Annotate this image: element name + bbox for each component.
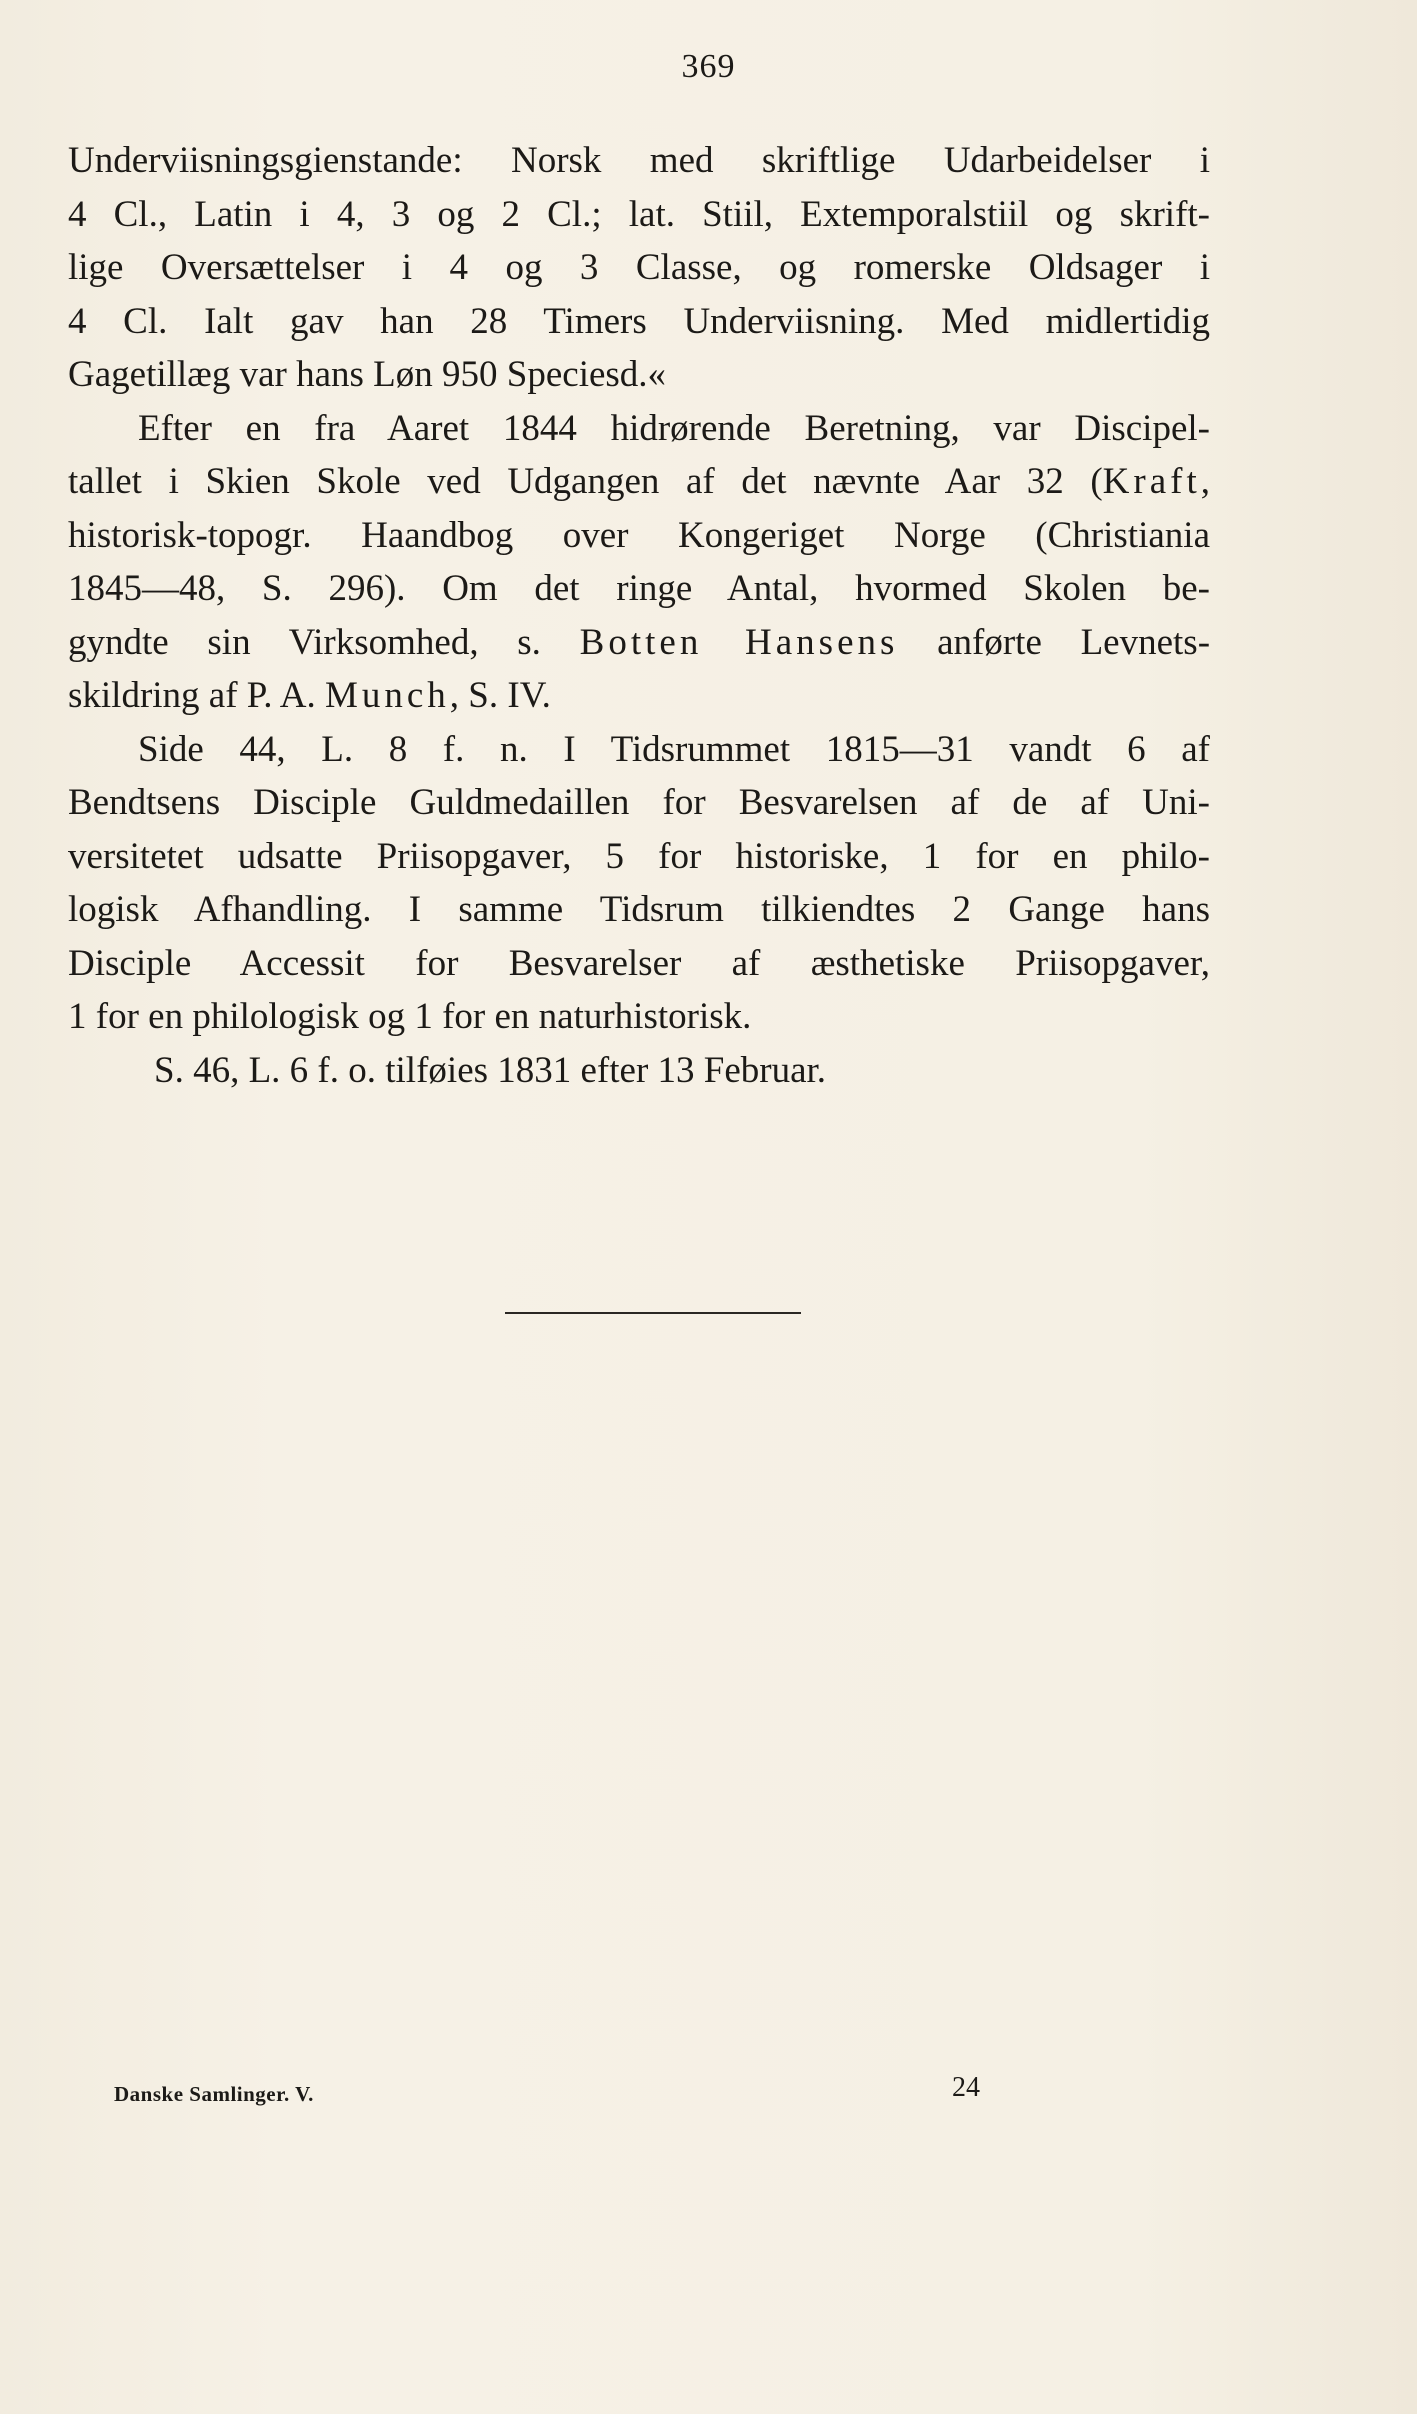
text-line: Gagetillæg var hans Løn 950 Speciesd.«: [68, 354, 667, 395]
text-line: 1 for en philologisk og 1 for en naturhistorisk.: [68, 996, 752, 1037]
text-line: 4 Cl., Latin i 4, 3 og 2 Cl.; lat. Stiil, Extemporalstiil og skrift-: [68, 193, 1210, 235]
text-line: Bendtsens Disciple Guldmedaillen for Besvarelsen af de af Uni-: [68, 782, 1210, 823]
text-line: historisk-topogr. Haandbog over Kongeriget Norge (Christiania: [68, 514, 1210, 556]
text-line: logisk Afhandling. I samme Tidsrum tilkiendtes 2 Gange hans: [68, 889, 1210, 930]
section-separator: [505, 1312, 801, 1314]
author-name-munch: Munch: [324, 675, 450, 716]
text-segment: ,: [1200, 461, 1210, 502]
text-segment: , S. IV.: [449, 675, 551, 716]
text-segment: anførte Levnets-: [937, 621, 1211, 663]
author-name-kraft: Kraft: [1102, 461, 1201, 502]
text-segment: tallet i Skien Skole ved Udgangen af det nævnte Aar 32 (: [68, 461, 1103, 502]
text-line: 1845—48, S. 296). Om det ringe Antal, hvormed Skolen be-: [68, 568, 1210, 609]
text-line: lige Oversættelser i 4 og 3 Classe, og romerske Oldsager i: [68, 247, 1210, 288]
text-line-with-name: [68, 616, 1210, 670]
text-segment: skildring af P. A.: [68, 675, 316, 716]
page-number: 369: [681, 48, 736, 85]
text-line: Disciple Accessit for Besvarelser af æsthetiske Priisopgaver,: [68, 942, 1210, 984]
text-line: 4 Cl. Ialt gav han 28 Timers Underviisning. Med midlertidig: [68, 300, 1210, 342]
text-line-with-name: [68, 669, 1210, 723]
text-line: versitetet udsatte Priisopgaver, 5 for historiske, 1 for en philo-: [68, 835, 1210, 877]
author-name-botten-hansen: Botten Hansens: [579, 621, 899, 663]
text-line: S. 46, L. 6 f. o. tilføies 1831 efter 13 Februar.: [154, 1049, 827, 1091]
text-line: Efter en fra Aaret 1844 hidrørende Beretning, var Discipel-: [138, 407, 1210, 449]
text-line-with-name: [68, 455, 1210, 509]
body-text: [68, 134, 1210, 1097]
text-line: Underviisningsgienstande: Norsk med skriftlige Udarbeidelser i: [68, 140, 1210, 181]
text-line: Side 44, L. 8 f. n. I Tidsrummet 1815—31 vandt 6 af: [138, 728, 1210, 770]
footer-collection: Danske Samlinger. V.: [114, 2082, 314, 2106]
text-segment: gyndte sin Virksomhed, s.: [68, 621, 541, 663]
footer-signature: 24: [952, 2072, 980, 2103]
